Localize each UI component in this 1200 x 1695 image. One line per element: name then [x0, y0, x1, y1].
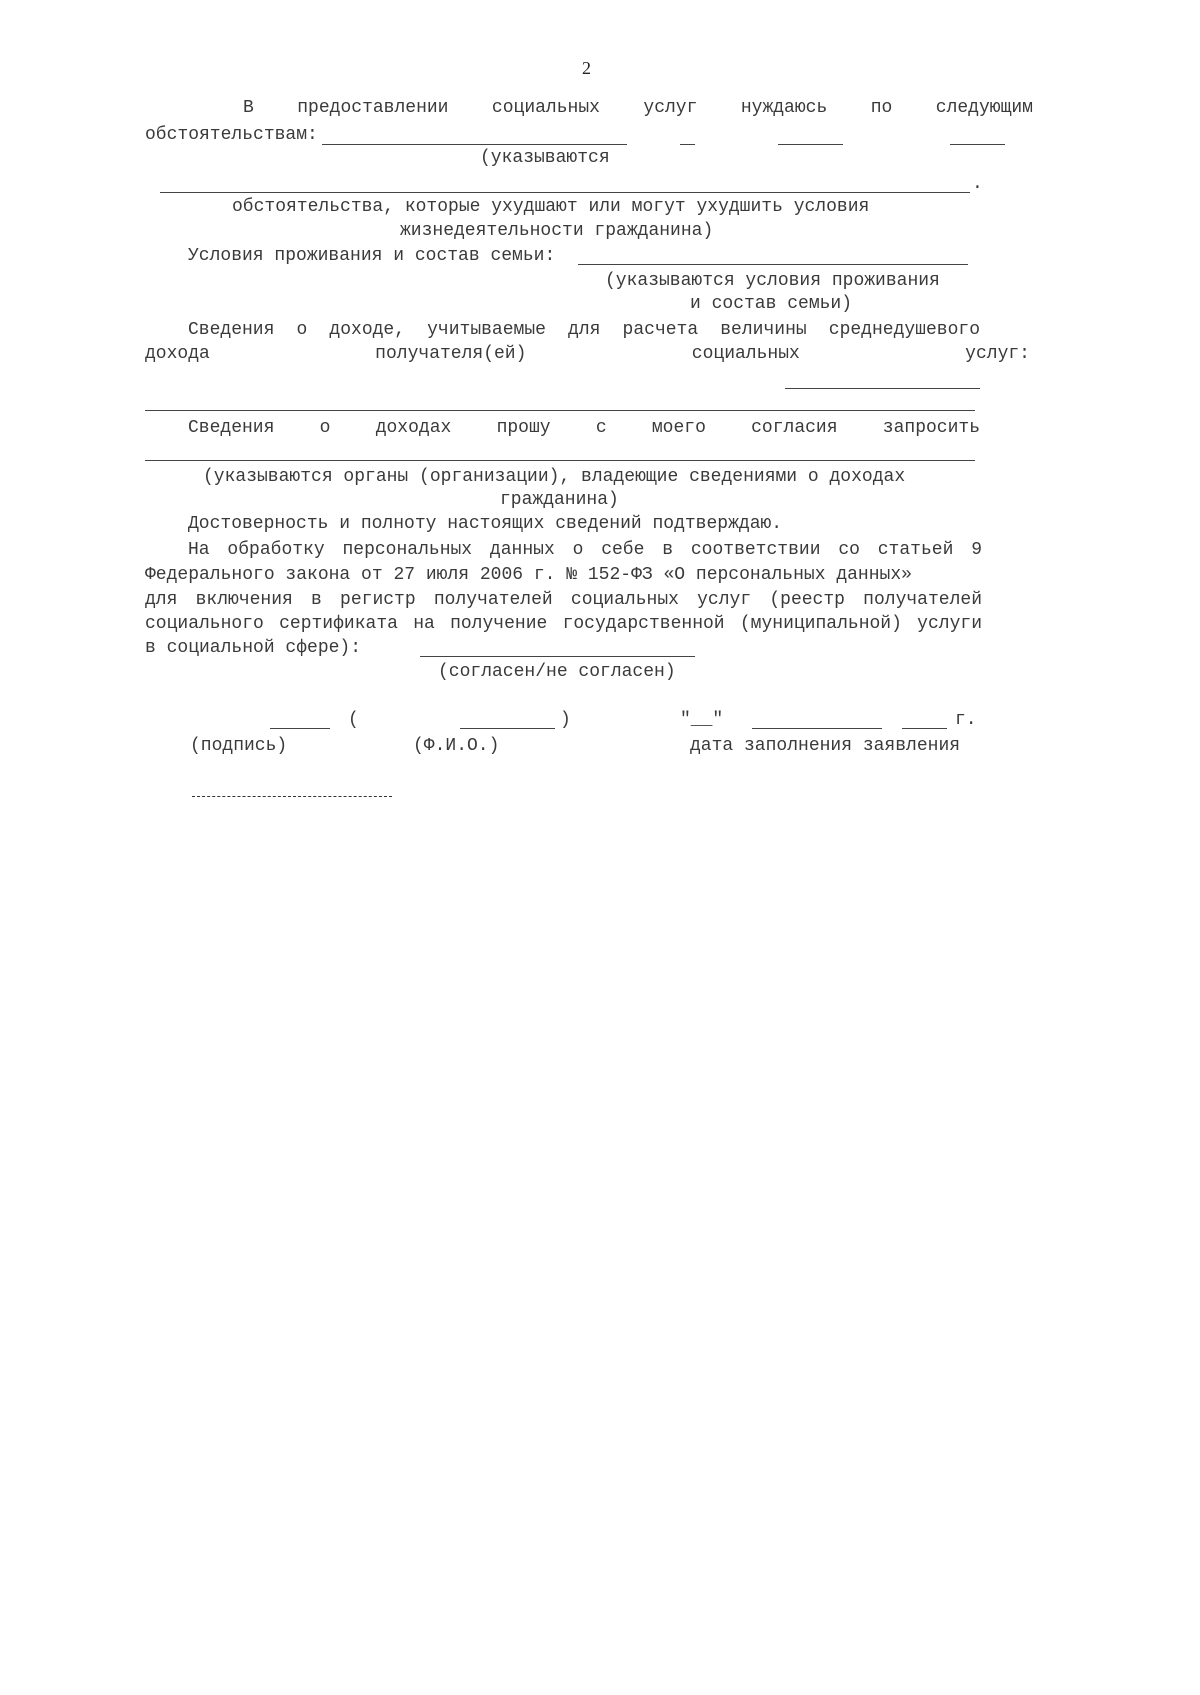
- page-number: 2: [582, 58, 591, 78]
- consent-line-3: для включения в регистр получателей социальных услуг (реестр получателей: [145, 590, 982, 610]
- period: .: [972, 174, 983, 194]
- open-paren: (: [348, 710, 359, 730]
- income-line-2: дохода получателя(ей) социальных услуг:: [145, 344, 1030, 364]
- income-line-1: Сведения о доходе, учитываемые для расчета величины среднедушевого: [188, 320, 980, 340]
- circumstances-hint-2: обстоятельства, которые ухудшают или могут ухудшить условия: [232, 197, 870, 217]
- living-hint-2: и состав семьи): [690, 294, 853, 314]
- signature-field[interactable]: [270, 728, 330, 729]
- income-field[interactable]: [785, 388, 980, 389]
- circumstances-hint-3: жизнедеятельности гражданина): [400, 221, 714, 241]
- consent-line-1: На обработку персональных данных о себе в соответствии со статьей 9: [188, 540, 982, 560]
- confirmation-text: Достоверность и полноту настоящих сведений подтверждаю.: [188, 514, 783, 534]
- signature-label: (подпись): [190, 736, 288, 756]
- date-day-field[interactable]: "__": [680, 710, 724, 730]
- income-request-line: Сведения о доходах прошу с моего согласия запросить: [188, 418, 980, 438]
- circumstances-field-2[interactable]: [160, 192, 970, 193]
- name-label: (Ф.И.О.): [413, 736, 500, 756]
- close-paren: ): [560, 710, 571, 730]
- name-field[interactable]: [460, 728, 555, 729]
- organizations-hint-2: гражданина): [500, 490, 619, 510]
- living-field[interactable]: [578, 264, 968, 265]
- underline: [950, 144, 1005, 145]
- date-year-field[interactable]: [902, 728, 947, 729]
- circumstances-label: обстоятельствам:: [145, 125, 318, 145]
- consent-hint: (согласен/не согласен): [438, 662, 676, 682]
- consent-line-2: Федерального закона от 27 июля 2006 г. № 152-ФЗ «О персональных данных»: [145, 565, 912, 585]
- organizations-hint-1: (указываются органы (организации), владеющие сведениями о доходах: [203, 467, 906, 487]
- living-hint-1: (указываются условия проживания: [605, 271, 940, 291]
- circumstances-hint: (указываются: [480, 148, 610, 168]
- date-label: дата заполнения заявления: [690, 736, 961, 756]
- income-field-2[interactable]: [145, 410, 975, 411]
- circumstances-field[interactable]: [322, 144, 627, 145]
- underline: [680, 144, 695, 145]
- living-label: Условия проживания и состав семьи:: [188, 246, 556, 266]
- underline: [778, 144, 843, 145]
- consent-line-4: социального сертификата на получение государственной (муниципальной) услуги: [145, 614, 982, 634]
- consent-line-5: в социальной сфере):: [145, 638, 362, 658]
- date-month-field[interactable]: [752, 728, 882, 729]
- services-need-line: В предоставлении социальных услуг нуждаюсь по следующим: [243, 98, 1033, 118]
- footnote-separator: [192, 796, 392, 797]
- year-suffix: г.: [955, 710, 977, 730]
- consent-field[interactable]: [420, 656, 695, 657]
- organizations-field[interactable]: [145, 460, 975, 461]
